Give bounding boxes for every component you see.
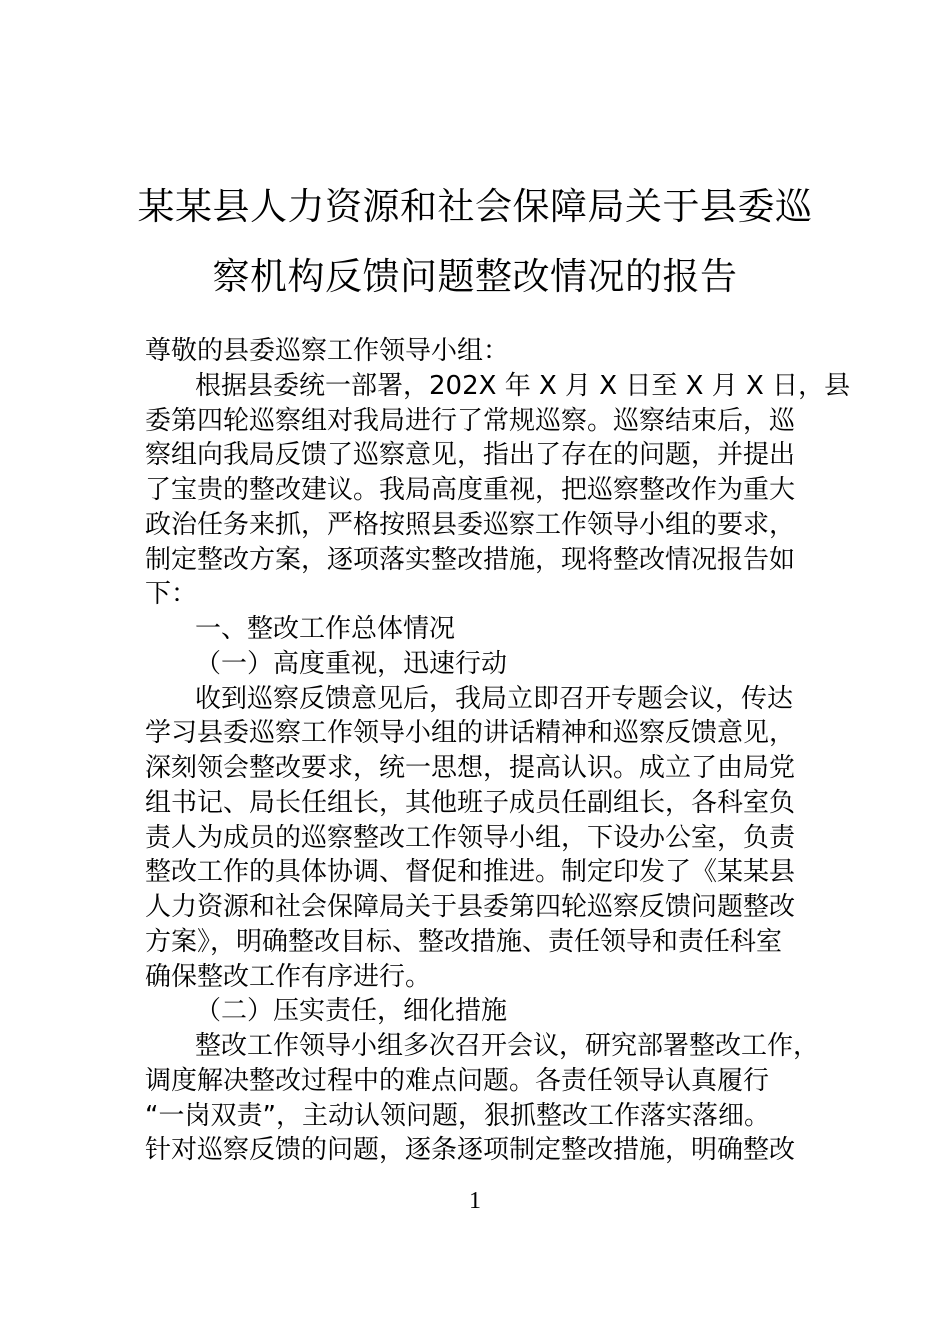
title-line: 某某县人力资源和社会保障局关于县委巡 [137, 185, 813, 228]
paragraph-line: 整改工作的具体协调、督促和推进。制定印发了《某某县 [145, 857, 796, 888]
paragraph-line: 政治任务来抓，严格按照县委巡察工作领导小组的要求， [145, 509, 796, 540]
title-line: 察机构反馈问题整改情况的报告 [212, 255, 738, 298]
paragraph-2 [145, 682, 825, 995]
page-number: 1 [469, 1188, 481, 1214]
paragraph-line: 收到巡察反馈意见后，我局立即召开专题会议，传达 [195, 683, 794, 714]
paragraph-1 [145, 369, 851, 612]
paragraph-line: “一岗双责”，主动认领问题，狠抓整改工作落实落细。 [145, 1100, 770, 1131]
paragraph-line: 调度解决整改过程中的难点问题。各责任领导认真履行 [145, 1065, 770, 1096]
subsection-heading: （一）高度重视，迅速行动 [195, 648, 508, 679]
paragraph-line: 了宝贵的整改建议。我局高度重视，把巡察整改作为重大 [145, 475, 796, 505]
subsection-heading: （二）压实责任，细化措施 [195, 996, 508, 1027]
document-title [0, 172, 950, 312]
paragraph-line: 察组向我局反馈了巡察意见，指出了存在的问题，并提出 [145, 440, 796, 471]
paragraph-line: 下： [145, 579, 198, 610]
paragraph-line: 方案》，明确整改目标、整改措施、责任领导和责任科室 [145, 926, 783, 957]
paragraph-line: 整改工作领导小组多次召开会议，研究部署整改工作， [195, 1031, 820, 1061]
section-heading: 一、整改工作总体情况 [195, 614, 456, 644]
paragraph-3 [145, 1029, 825, 1168]
paragraph-line: 学习县委巡察工作领导小组的讲话精神和巡察反馈意见， [145, 718, 796, 749]
paragraph-line: 深刻领会整改要求，统一思想，提高认识。成立了由局党 [145, 753, 796, 783]
document-body [145, 334, 851, 1168]
paragraph-line: 针对巡察反馈的问题，逐条逐项制定整改措施，明确整改 [145, 1135, 796, 1166]
paragraph-line: 组书记、局长任组长，其他班子成员任副组长，各科室负 [145, 787, 796, 818]
paragraph-line: 制定整改方案，逐项落实整改措施，现将整改情况报告如 [145, 544, 796, 575]
paragraph-line: 根据县委统一部署，202X 年 X 月 X 日至 X 月 X 日，县 [195, 370, 851, 401]
paragraph-line: 委第四轮巡察组对我局进行了常规巡察。巡察结束后，巡 [145, 405, 796, 436]
paragraph-line: 责人为成员的巡察整改工作领导小组，下设办公室，负责 [145, 822, 796, 853]
paragraph-line: 人力资源和社会保障局关于县委第四轮巡察反馈问题整改 [145, 892, 796, 922]
paragraph-line: 确保整改工作有序进行。 [145, 961, 432, 992]
salutation: 尊敬的县委巡察工作领导小组： [145, 336, 510, 366]
